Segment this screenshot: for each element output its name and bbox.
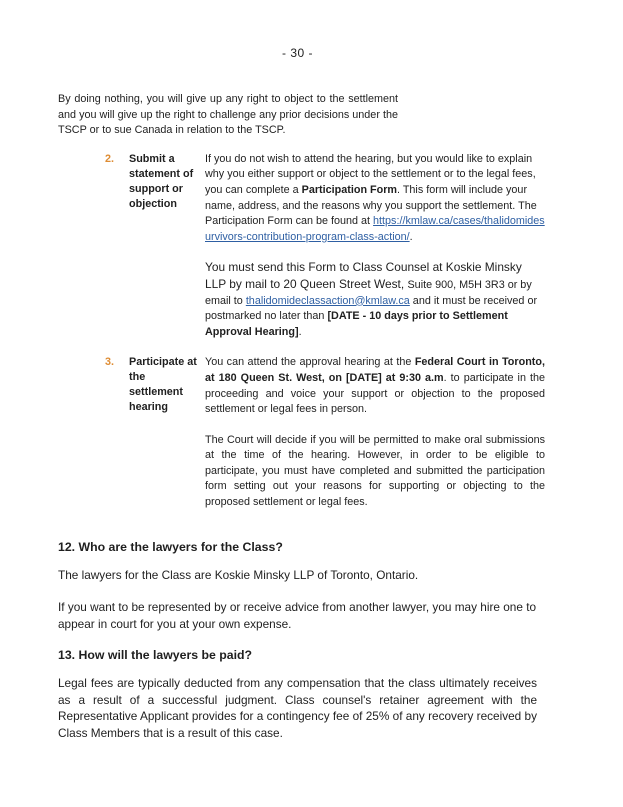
list-item-body <box>205 355 545 525</box>
text-run: . to participate in the proceeding and voice your support or objection to the proposed settlement or legal fees in person. <box>205 371 545 416</box>
bold-run: Federal Court in Toronto, at 180 Queen St. West, on [DATE] at 9:30 a.m <box>205 356 545 384</box>
item3-paragraph-2: The Court will decide if you will be permitted to make oral submissions at the time of the hearing. However, in order to be eligible to participate, you must have completed and submitted the participation form setting out your reasons for supporting or objecting to the proposed settlement or legal fees. <box>205 433 545 509</box>
section-12-heading: 12. Who are the lawyers for the Class? <box>58 539 283 554</box>
list-item-body <box>205 152 545 356</box>
numbered-items-area <box>58 92 545 526</box>
list-indent <box>58 152 105 356</box>
email-link[interactable]: thalidomideclassaction@kmlaw.ca <box>245 294 410 307</box>
list-indent <box>58 355 105 525</box>
list-item-label: Submit a statement of support or objection <box>129 152 194 210</box>
item2-paragraph-2 <box>205 260 545 340</box>
list-item-number: 2. <box>105 152 115 165</box>
section-12 <box>58 540 537 633</box>
section-13 <box>58 648 537 741</box>
list-item-number: 3. <box>105 356 115 369</box>
text-run: . <box>298 325 302 338</box>
bold-run: Participation Form <box>301 183 398 196</box>
list-item-3 <box>58 355 545 525</box>
section-12-paragraph-1: The lawyers for the Class are Koskie Minsky LLP of Toronto, Ontario. <box>58 567 419 582</box>
section-13-paragraph-1: Legal fees are typically deducted from any compensation that the class ultimately receives as a result of a successful judgment. Class counsel's retainer agreement with the Representative Applicant provides for a contingency fee of 25% of any recovery received by Class Members that is a result of this case. <box>58 676 537 740</box>
text-run: . <box>409 230 413 243</box>
section-12-paragraph-2: If you want to be represented by or receive advice from another lawyer, you may hire one to appear in court for you at your own expense. <box>58 600 537 631</box>
bold-run: [DATE - 10 days prior to Settlement Approval Hearing] <box>205 310 508 338</box>
list-item-label: Participate at the settlement hearing <box>129 356 197 414</box>
text-run: If you do not wish to attend the hearing, but you would like to explain why you either support or object to the settlement or to the legal fees, you can complete a <box>205 152 536 196</box>
text-run: . This form will include your name, address, and the reasons why you support the settlement. The Participation Form can be found at <box>205 183 537 228</box>
item2-paragraph-1 <box>205 152 545 246</box>
page-number: - 30 - <box>281 46 313 60</box>
text-run: Suite 900, M5H 3R3 or by email to <box>205 278 532 307</box>
text-run: and it must be received or postmarked no later than <box>205 294 538 323</box>
section-13-heading: 13. How will the lawyers be paid? <box>58 648 253 663</box>
participation-form-link[interactable]: https://kmlaw.ca/cases/thalidomidesurvivors-contribution-program-class-action/ <box>205 215 545 243</box>
intro-paragraph: By doing nothing, you will give up any right to object to the settlement and you will give up the right to challenge any prior decisions under the TSCP or to sue Canada in relation to the TSCP. <box>58 93 398 137</box>
text-run: You can attend the approval hearing at the <box>205 356 415 369</box>
list-item-2 <box>58 152 545 356</box>
text-run: You must send this Form to Class Counsel at Koskie Minsky LLP by mail to 20 Queen Street West, <box>205 260 522 291</box>
item3-paragraph-1 <box>205 355 545 417</box>
